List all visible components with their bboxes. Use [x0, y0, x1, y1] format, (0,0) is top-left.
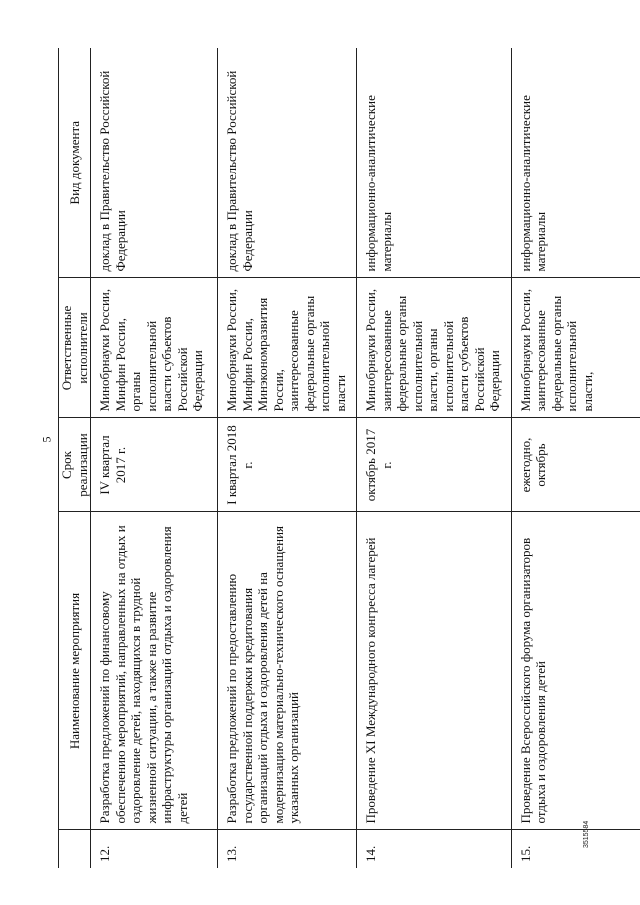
table-header-row: [59, 48, 91, 868]
event-term: октябрь 2017 г.: [357, 418, 512, 512]
event-doc-type: информационно-аналитические материалы: [357, 48, 512, 278]
row-number: 15.: [517, 845, 533, 862]
event-term: I квартал 2018 г.: [218, 418, 357, 512]
event-executors: Минобрнауки России, заинтересованные федеральные органы исполнительной власти, органы исполнительной власти субъектов Российской Федерации: [357, 278, 512, 418]
document-id: 3515584: [583, 820, 590, 848]
table-row: [357, 48, 512, 868]
row-number: 14.: [357, 830, 512, 868]
table-row: [91, 48, 218, 868]
event-term: IV квартал 2017 г.: [91, 418, 218, 512]
event-name: Разработка предложений по предоставлению государственной поддержки кредитования организаций отдыха и оздоровления детей на модернизацию материально-технического оснащения указанных организаций: [218, 512, 357, 830]
event-doc-type: доклад в Правительство Российской Федерации: [218, 48, 357, 278]
event-name: Проведение Всероссийского форума организаторов отдыха и оздоровления детей: [511, 512, 640, 830]
event-executors: Минобрнауки России, заинтересованные федеральные органы исполнительной власти,: [511, 278, 640, 418]
page-number: 5: [39, 436, 54, 443]
row-number: 12.: [91, 830, 218, 868]
events-table: [58, 48, 640, 868]
header-executors: Ответственные исполнители: [59, 278, 91, 418]
header-name: Наименование мероприятия: [59, 512, 91, 830]
event-doc-type: информационно-аналитические материалы: [511, 48, 640, 278]
table-row: [218, 48, 357, 868]
event-name: Разработка предложений по финансовому обеспечению мероприятий, направленных на отдых и оздоровление детей, находящихся в трудной жизненной ситуации, а также на развитие инфраструктуры организаций отдыха и оздоровления детей: [91, 512, 218, 830]
row-number: 13.: [218, 830, 357, 868]
event-executors: Минобрнауки России, Минфин России, Минэкономразвития России, заинтересованные федеральные органы исполнительной власти: [218, 278, 357, 418]
header-term: Срок реализации: [59, 418, 91, 512]
event-term: ежегодно, октябрь: [511, 418, 640, 512]
table-row: [511, 48, 640, 868]
event-executors: Минобрнауки России, Минфин России, органы исполнительной власти субъектов Российской Федерации: [91, 278, 218, 418]
header-doc-type: Вид документа: [59, 48, 91, 278]
header-num: [59, 830, 91, 868]
event-doc-type: доклад в Правительство Российской Федерации: [91, 48, 218, 278]
event-name: Проведение XI Международного конгресса лагерей: [357, 512, 512, 830]
rotated-table-container: [58, 48, 618, 868]
